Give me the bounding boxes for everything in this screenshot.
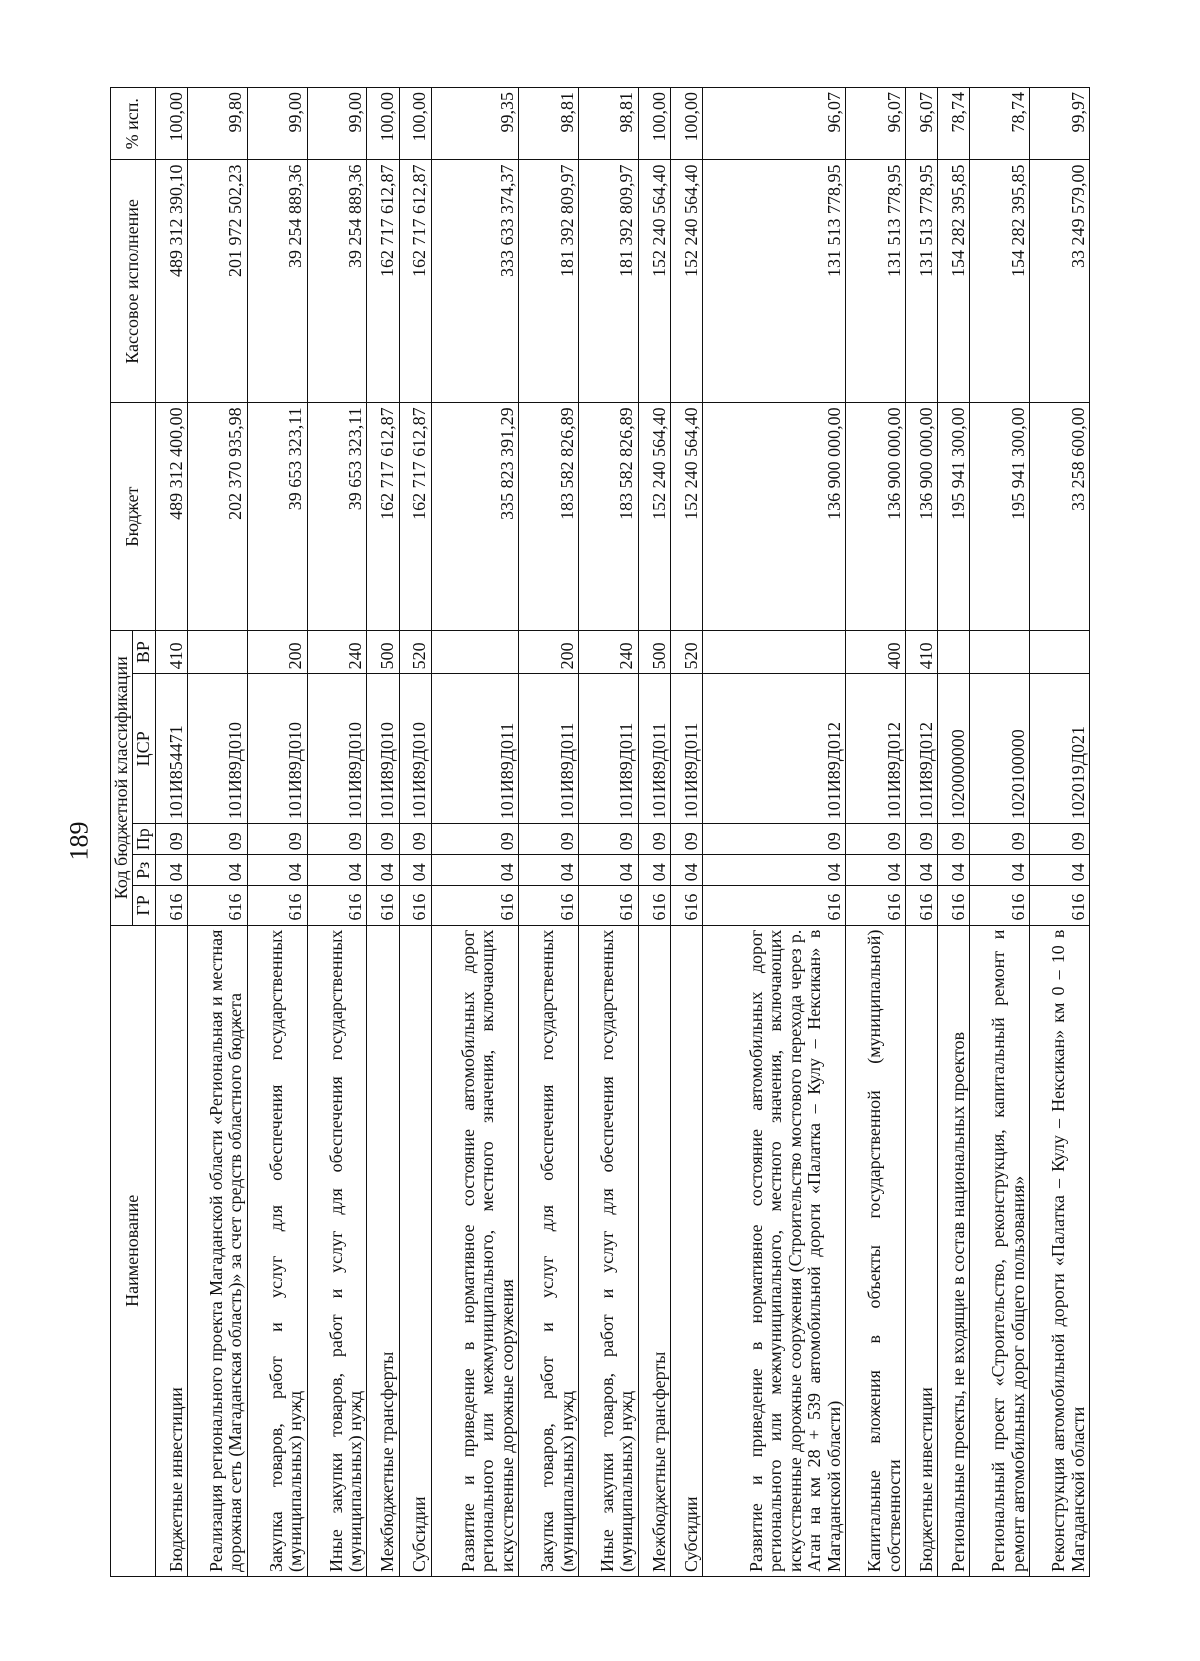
row-budget: 195 941 300,00 [938, 403, 970, 630]
row-name: Капитальные вложения в объекты государственной (муниципальной) собственности [846, 925, 906, 1576]
row-cash: 154 282 395,85 [970, 160, 1030, 403]
row-gr: 616 [579, 886, 639, 925]
row-cash: 154 282 395,85 [938, 160, 970, 403]
row-vr [938, 630, 970, 673]
table-row [307, 88, 367, 1577]
row-pr: 09 [970, 824, 1030, 855]
row-cash: 181 392 809,97 [519, 160, 579, 403]
row-gr: 616 [906, 886, 938, 925]
row-pct: 100,00 [367, 88, 399, 160]
row-cash: 131 513 778,95 [846, 160, 906, 403]
row-pct: 99,00 [247, 88, 307, 160]
row-cash: 333 633 374,37 [431, 160, 519, 403]
row-pct: 96,07 [703, 88, 846, 160]
row-pr: 09 [519, 824, 579, 855]
row-name: Реконструкция автомобильной дороги «Палатка – Кулу – Нексикан» км 0 – 10 в Магаданской области [1030, 925, 1090, 1576]
row-csr: 101И89Д010 [399, 674, 431, 824]
row-vr [431, 630, 519, 673]
row-name: Развитие и приведение в нормативное состояние автомобильных дорог регионального или межмуниципального, местного значения, включающих искусственные дорожные сооружения (Строительство мостового перехода через р. Аган на км 28 + 539 автомобильной дороги «Палатка – Кулу – Нексикан» в Магаданской области) [703, 925, 846, 1576]
table-row [187, 88, 247, 1577]
row-cash: 162 717 612,87 [367, 160, 399, 403]
row-csr: 101И89Д010 [187, 674, 247, 824]
row-gr: 616 [703, 886, 846, 925]
row-name: Закупка товаров, работ и услуг для обеспечения государственных (муниципальных) нужд [519, 925, 579, 1576]
row-rz: 04 [1030, 855, 1090, 886]
row-vr: 400 [846, 630, 906, 673]
table-body [155, 88, 1089, 1577]
row-name: Межбюджетные трансферты [638, 925, 670, 1576]
row-gr: 616 [638, 886, 670, 925]
header-name: Наименование [111, 925, 156, 1576]
row-name: Закупка товаров, работ и услуг для обеспечения государственных (муниципальных) нужд [247, 925, 307, 1576]
row-rz: 04 [638, 855, 670, 886]
row-rz: 04 [307, 855, 367, 886]
table-header [111, 88, 156, 1577]
row-budget: 162 717 612,87 [367, 403, 399, 630]
row-gr: 616 [970, 886, 1030, 925]
table-row [703, 88, 846, 1577]
table-row [670, 88, 702, 1577]
budget-table [110, 87, 1090, 1577]
row-gr: 616 [155, 886, 187, 925]
row-vr: 200 [247, 630, 307, 673]
row-rz: 04 [579, 855, 639, 886]
row-pct: 99,35 [431, 88, 519, 160]
row-gr: 616 [367, 886, 399, 925]
page-number: 189 [64, 821, 94, 861]
row-pr: 09 [906, 824, 938, 855]
row-pr: 09 [187, 824, 247, 855]
row-vr [703, 630, 846, 673]
header-code-group: Код бюджетной классификации [111, 630, 133, 925]
row-name: Региональные проекты, не входящие в состав национальных проектов [938, 925, 970, 1576]
row-pct: 96,07 [846, 88, 906, 160]
row-gr: 616 [519, 886, 579, 925]
row-pct: 98,81 [519, 88, 579, 160]
row-cash: 39 254 889,36 [307, 160, 367, 403]
row-name: Бюджетные инвестиции [906, 925, 938, 1576]
row-rz: 04 [846, 855, 906, 886]
row-cash: 152 240 564,40 [670, 160, 702, 403]
row-csr: 101И854471 [155, 674, 187, 824]
row-budget: 39 653 323,11 [247, 403, 307, 630]
row-cash: 131 513 778,95 [906, 160, 938, 403]
row-rz: 04 [670, 855, 702, 886]
row-rz: 04 [399, 855, 431, 886]
header-pct: % исп. [111, 88, 156, 160]
row-csr: 1020000000 [938, 674, 970, 824]
row-rz: 04 [906, 855, 938, 886]
row-gr: 616 [431, 886, 519, 925]
row-pr: 09 [670, 824, 702, 855]
row-budget: 136 900 000,00 [703, 403, 846, 630]
row-cash: 162 717 612,87 [399, 160, 431, 403]
row-cash: 152 240 564,40 [638, 160, 670, 403]
row-vr: 520 [670, 630, 702, 673]
row-gr: 616 [399, 886, 431, 925]
row-budget: 152 240 564,40 [638, 403, 670, 630]
row-pr: 09 [367, 824, 399, 855]
row-csr: 1020100000 [970, 674, 1030, 824]
row-pr: 09 [638, 824, 670, 855]
row-budget: 136 900 000,00 [906, 403, 938, 630]
row-pr: 09 [938, 824, 970, 855]
table-row [367, 88, 399, 1577]
row-name: Субсидии [399, 925, 431, 1576]
row-csr: 101И89Д011 [579, 674, 639, 824]
row-pct: 98,81 [579, 88, 639, 160]
row-csr: 101И89Д012 [846, 674, 906, 824]
row-name: Развитие и приведение в нормативное состояние автомобильных дорог регионального или межмуниципального, местного значения, включающих искусственные дорожные сооружения [431, 925, 519, 1576]
row-rz: 04 [247, 855, 307, 886]
row-budget: 183 582 826,89 [519, 403, 579, 630]
row-budget: 152 240 564,40 [670, 403, 702, 630]
row-vr [970, 630, 1030, 673]
table-row [431, 88, 519, 1577]
row-budget: 162 717 612,87 [399, 403, 431, 630]
row-budget: 136 900 000,00 [846, 403, 906, 630]
row-rz: 04 [367, 855, 399, 886]
row-name: Региональный проект «Строительство, реконструкция, капитальный ремонт и ремонт автомобильных дорог общего пользования» [970, 925, 1030, 1576]
row-csr: 101И89Д012 [906, 674, 938, 824]
table-row [906, 88, 938, 1577]
row-budget: 489 312 400,00 [155, 403, 187, 630]
row-pct: 99,97 [1030, 88, 1090, 160]
row-rz: 04 [155, 855, 187, 886]
row-pr: 09 [307, 824, 367, 855]
row-rz: 04 [187, 855, 247, 886]
row-vr: 200 [519, 630, 579, 673]
table-row [155, 88, 187, 1577]
table-row [519, 88, 579, 1577]
table-row [1030, 88, 1090, 1577]
header-gr: ГР [133, 886, 155, 925]
row-pr: 09 [846, 824, 906, 855]
row-csr: 101И89Д010 [367, 674, 399, 824]
row-pct: 100,00 [670, 88, 702, 160]
row-csr: 101И89Д011 [638, 674, 670, 824]
row-pct: 100,00 [638, 88, 670, 160]
row-cash: 489 312 390,10 [155, 160, 187, 403]
rotated-table-container [110, 87, 1090, 1577]
row-rz: 04 [519, 855, 579, 886]
table-row [247, 88, 307, 1577]
row-vr [1030, 630, 1090, 673]
row-pr: 09 [579, 824, 639, 855]
row-vr: 500 [638, 630, 670, 673]
row-name: Реализация регионального проекта Магаданской области «Региональная и местная дорожная сеть (Магаданская область)» за счет средств областного бюджета [187, 925, 247, 1576]
table-row [399, 88, 431, 1577]
row-vr: 410 [906, 630, 938, 673]
row-pct: 78,74 [970, 88, 1030, 160]
row-budget: 335 823 391,29 [431, 403, 519, 630]
row-name: Иные закупки товаров, работ и услуг для обеспечения государственных (муниципальных) нужд [579, 925, 639, 1576]
row-pct: 96,07 [906, 88, 938, 160]
row-name: Иные закупки товаров, работ и услуг для обеспечения государственных (муниципальных) нужд [307, 925, 367, 1576]
row-cash: 131 513 778,95 [703, 160, 846, 403]
row-vr: 240 [307, 630, 367, 673]
row-vr [187, 630, 247, 673]
header-pr: Пр [133, 824, 155, 855]
row-csr: 101И89Д010 [307, 674, 367, 824]
row-pr: 09 [1030, 824, 1090, 855]
row-budget: 195 941 300,00 [970, 403, 1030, 630]
row-pr: 09 [247, 824, 307, 855]
row-cash: 39 254 889,36 [247, 160, 307, 403]
row-vr: 520 [399, 630, 431, 673]
row-vr: 500 [367, 630, 399, 673]
row-pr: 09 [703, 824, 846, 855]
header-csr: ЦСР [133, 674, 155, 824]
row-gr: 616 [846, 886, 906, 925]
row-pct: 78,74 [938, 88, 970, 160]
row-gr: 616 [307, 886, 367, 925]
row-rz: 04 [970, 855, 1030, 886]
row-gr: 616 [1030, 886, 1090, 925]
row-pr: 09 [431, 824, 519, 855]
row-pct: 100,00 [155, 88, 187, 160]
header-rz: Рз [133, 855, 155, 886]
row-rz: 04 [703, 855, 846, 886]
row-cash: 181 392 809,97 [579, 160, 639, 403]
row-pr: 09 [399, 824, 431, 855]
header-cash: Кассовое исполнение [111, 160, 156, 403]
row-pr: 09 [155, 824, 187, 855]
row-budget: 39 653 323,11 [307, 403, 367, 630]
header-budget: Бюджет [111, 403, 156, 630]
table-row [970, 88, 1030, 1577]
row-budget: 202 370 935,98 [187, 403, 247, 630]
row-name: Бюджетные инвестиции [155, 925, 187, 1576]
row-csr: 101И89Д012 [703, 674, 846, 824]
row-rz: 04 [938, 855, 970, 886]
table-row [579, 88, 639, 1577]
row-pct: 99,80 [187, 88, 247, 160]
row-gr: 616 [247, 886, 307, 925]
row-csr: 101И89Д011 [519, 674, 579, 824]
row-gr: 616 [187, 886, 247, 925]
row-pct: 100,00 [399, 88, 431, 160]
row-cash: 33 249 579,00 [1030, 160, 1090, 403]
row-budget: 33 258 600,00 [1030, 403, 1090, 630]
row-csr: 102019Д021 [1030, 674, 1090, 824]
row-rz: 04 [431, 855, 519, 886]
header-vr: ВР [133, 630, 155, 673]
row-pct: 99,00 [307, 88, 367, 160]
row-gr: 616 [670, 886, 702, 925]
row-gr: 616 [938, 886, 970, 925]
row-csr: 101И89Д011 [670, 674, 702, 824]
row-csr: 101И89Д011 [431, 674, 519, 824]
table-row [638, 88, 670, 1577]
row-vr: 410 [155, 630, 187, 673]
row-name: Межбюджетные трансферты [367, 925, 399, 1576]
row-name: Субсидии [670, 925, 702, 1576]
row-vr: 240 [579, 630, 639, 673]
table-row [938, 88, 970, 1577]
row-budget: 183 582 826,89 [579, 403, 639, 630]
row-cash: 201 972 502,23 [187, 160, 247, 403]
table-row [846, 88, 906, 1577]
row-csr: 101И89Д010 [247, 674, 307, 824]
